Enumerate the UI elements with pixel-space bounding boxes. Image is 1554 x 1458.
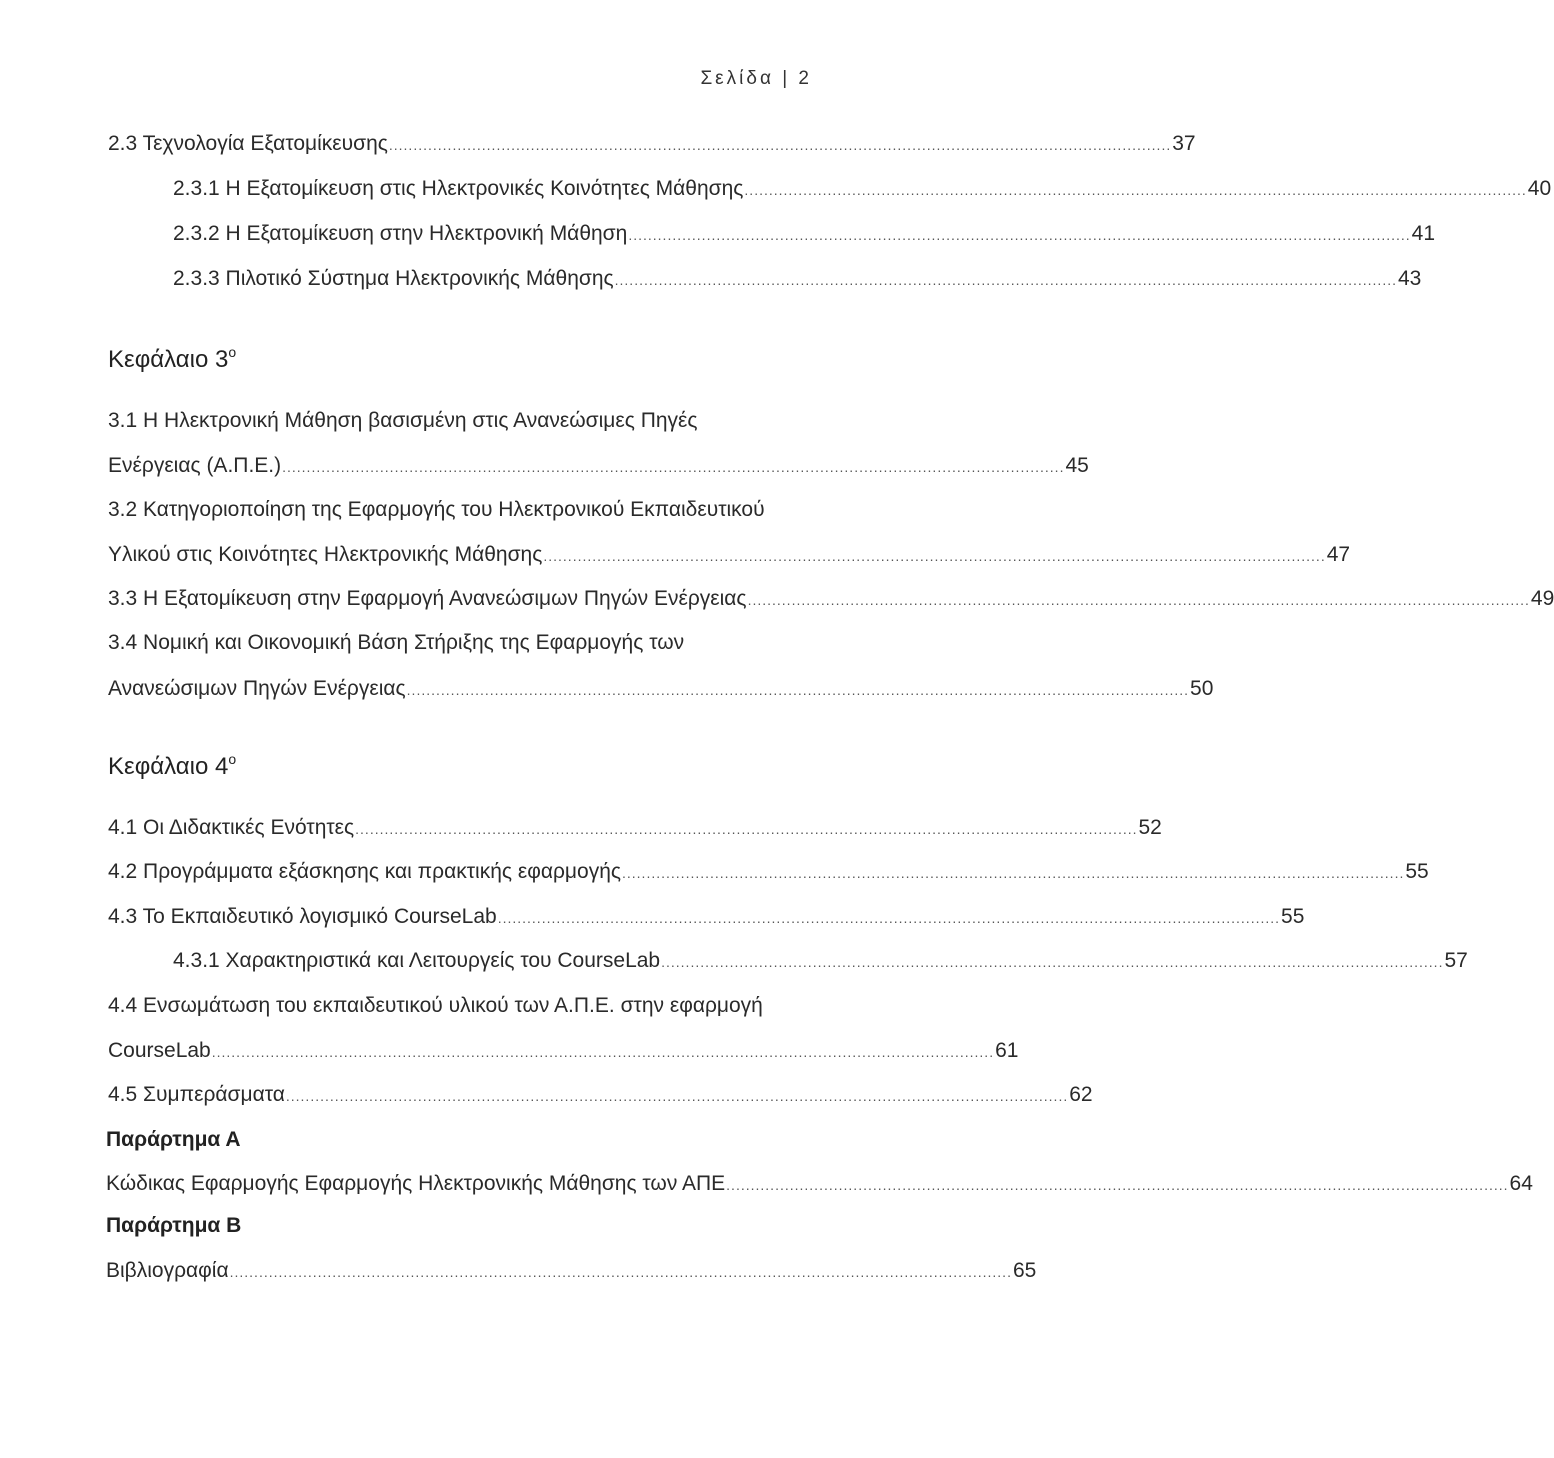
toc-entry-title: 4.2 Προγράμματα εξάσκησης και πρακτικής εφαρμογής	[108, 860, 621, 883]
toc-leader-dots: ................................................................................................................................................................	[628, 227, 1411, 243]
toc-entry-page: 49	[1530, 587, 1554, 610]
page-number-header: Σελίδα | 2	[700, 68, 812, 89]
toc-entry-title: 2.3 Τεχνολογία Εξατομίκευσης	[108, 132, 388, 155]
appendix-b-heading: Παράρτημα Β	[106, 1214, 242, 1237]
toc-leader-dots: ................................................................................................................................................................	[497, 910, 1281, 926]
toc-entry-title: 3.3 Η Εξατομίκευση στην Εφαρμογή Ανανεώσιμων Πηγών Ενέργειας	[108, 587, 747, 610]
toc-entry-2-3-1	[173, 176, 1552, 203]
toc-entry-page: 64	[1509, 1172, 1533, 1195]
toc-entry-3-4-line1: 3.4 Νομική και Οικονομική Βάση Στήριξης της Εφαρμογής των	[108, 631, 685, 654]
toc-entry-2-3-3	[173, 266, 1422, 293]
toc-entry-3-4	[108, 676, 1214, 703]
toc-entry-page: 55	[1281, 905, 1305, 928]
toc-entry-4-1	[108, 815, 1162, 842]
toc-entry-title: 2.3.2 Η Εξατομίκευση στην Ηλεκτρονική Μάθηση	[173, 222, 628, 245]
appendix-a-heading: Παράρτημα Α	[106, 1128, 241, 1151]
toc-entry-4-2	[108, 859, 1429, 886]
toc-entry-3-2-line1: 3.2 Κατηγοριοποίηση της Εφαρμογής του Ηλεκτρονικού Εκπαιδευτικού	[108, 498, 765, 521]
toc-entry-4-5	[108, 1082, 1093, 1109]
toc-leader-dots: ................................................................................................................................................................	[388, 137, 1172, 153]
toc-entry-title: 4.5 Συμπεράσματα	[108, 1083, 285, 1106]
toc-entry-title: 4.3.1 Χαρακτηριστικά και Λειτουργείς του CourseLab	[173, 949, 661, 972]
toc-leader-dots: ................................................................................................................................................................	[614, 272, 1397, 288]
toc-entry-page: 40	[1527, 177, 1552, 200]
toc-leader-dots: ................................................................................................................................................................	[355, 821, 1138, 837]
toc-entry-page: 52	[1138, 816, 1162, 839]
toc-entry-title: CourseLab	[108, 1039, 211, 1062]
chapter-ordinal: ο	[228, 751, 237, 767]
toc-entry-2-3-2	[173, 221, 1436, 248]
toc-entry-title: Ενέργειας (Α.Π.Ε.)	[108, 454, 282, 477]
toc-entry-title: Υλικού στις Κοινότητες Ηλεκτρονικής Μάθησης	[108, 543, 543, 566]
toc-entry-title: 4.3 Το Εκπαιδευτικό λογισμικό CourseLab	[108, 905, 497, 928]
toc-entry-4-3	[108, 904, 1305, 931]
toc-entry-page: 50	[1190, 677, 1214, 700]
toc-entry-bibliography	[106, 1258, 1037, 1285]
toc-entry-page: 45	[1065, 454, 1089, 477]
toc-entry-4-4	[108, 1038, 1019, 1065]
toc-leader-dots: ................................................................................................................................................................	[285, 1088, 1069, 1104]
toc-entry-title: Κώδικας Εφαρμογής Εφαρμογής Ηλεκτρονικής Μάθησης των ΑΠΕ	[106, 1172, 726, 1195]
toc-entry-title: Βιβλιογραφία	[106, 1259, 229, 1282]
chapter-ordinal: ο	[228, 344, 237, 360]
toc-entry-page: 61	[995, 1039, 1019, 1062]
toc-entry-page: 37	[1172, 132, 1196, 155]
toc-entry-2-3	[108, 131, 1196, 158]
toc-entry-3-1	[108, 453, 1089, 480]
toc-leader-dots: ................................................................................................................................................................	[726, 1177, 1509, 1193]
toc-entry-4-4-line1: 4.4 Ενσωμάτωση του εκπαιδευτικού υλικού των Α.Π.Ε. στην εφαρμογή	[108, 994, 763, 1017]
chapter-4-heading	[108, 745, 236, 781]
toc-entry-title: 2.3.3 Πιλοτικό Σύστημα Ηλεκτρονικής Μάθησης	[173, 267, 614, 290]
toc-entry-page: 43	[1397, 267, 1422, 290]
toc-entry-title: 2.3.1 Η Εξατομίκευση στις Ηλεκτρονικές Κοινότητες Μάθησης	[173, 177, 744, 200]
toc-entry-3-3	[108, 586, 1554, 613]
toc-entry-title: 4.1 Οι Διδακτικές Ενότητες	[108, 816, 355, 839]
toc-leader-dots: ................................................................................................................................................................	[211, 1044, 995, 1060]
chapter-3-heading	[108, 338, 236, 374]
toc-entry-3-2	[108, 542, 1351, 569]
toc-entry-page: 65	[1012, 1259, 1037, 1282]
toc-entry-3-1-line1: 3.1 Η Ηλεκτρονική Μάθηση βασισμένη στις Ανανεώσιμες Πηγές	[108, 409, 698, 432]
toc-entry-page: 57	[1444, 949, 1468, 972]
toc-entry-page: 41	[1411, 222, 1436, 245]
toc-entry-page: 47	[1326, 543, 1351, 566]
toc-leader-dots: ................................................................................................................................................................	[229, 1264, 1012, 1280]
chapter-label: Κεφάλαιο 3	[108, 346, 229, 373]
toc-entry-page: 55	[1405, 860, 1429, 883]
toc-leader-dots: ................................................................................................................................................................	[282, 459, 1065, 475]
toc-leader-dots: ................................................................................................................................................................	[543, 548, 1326, 564]
toc-entry-appendix-a	[106, 1171, 1533, 1198]
toc-entry-4-3-1	[173, 948, 1468, 975]
toc-leader-dots: ................................................................................................................................................................	[744, 182, 1527, 198]
chapter-label: Κεφάλαιο 4	[108, 753, 229, 780]
toc-entry-page: 62	[1069, 1083, 1093, 1106]
toc-leader-dots: ................................................................................................................................................................	[747, 592, 1530, 608]
toc-leader-dots: ................................................................................................................................................................	[406, 682, 1190, 698]
toc-leader-dots: ................................................................................................................................................................	[622, 865, 1405, 881]
toc-entry-title: Ανανεώσιμων Πηγών Ενέργειας	[108, 677, 406, 700]
toc-leader-dots: ................................................................................................................................................................	[661, 954, 1444, 970]
